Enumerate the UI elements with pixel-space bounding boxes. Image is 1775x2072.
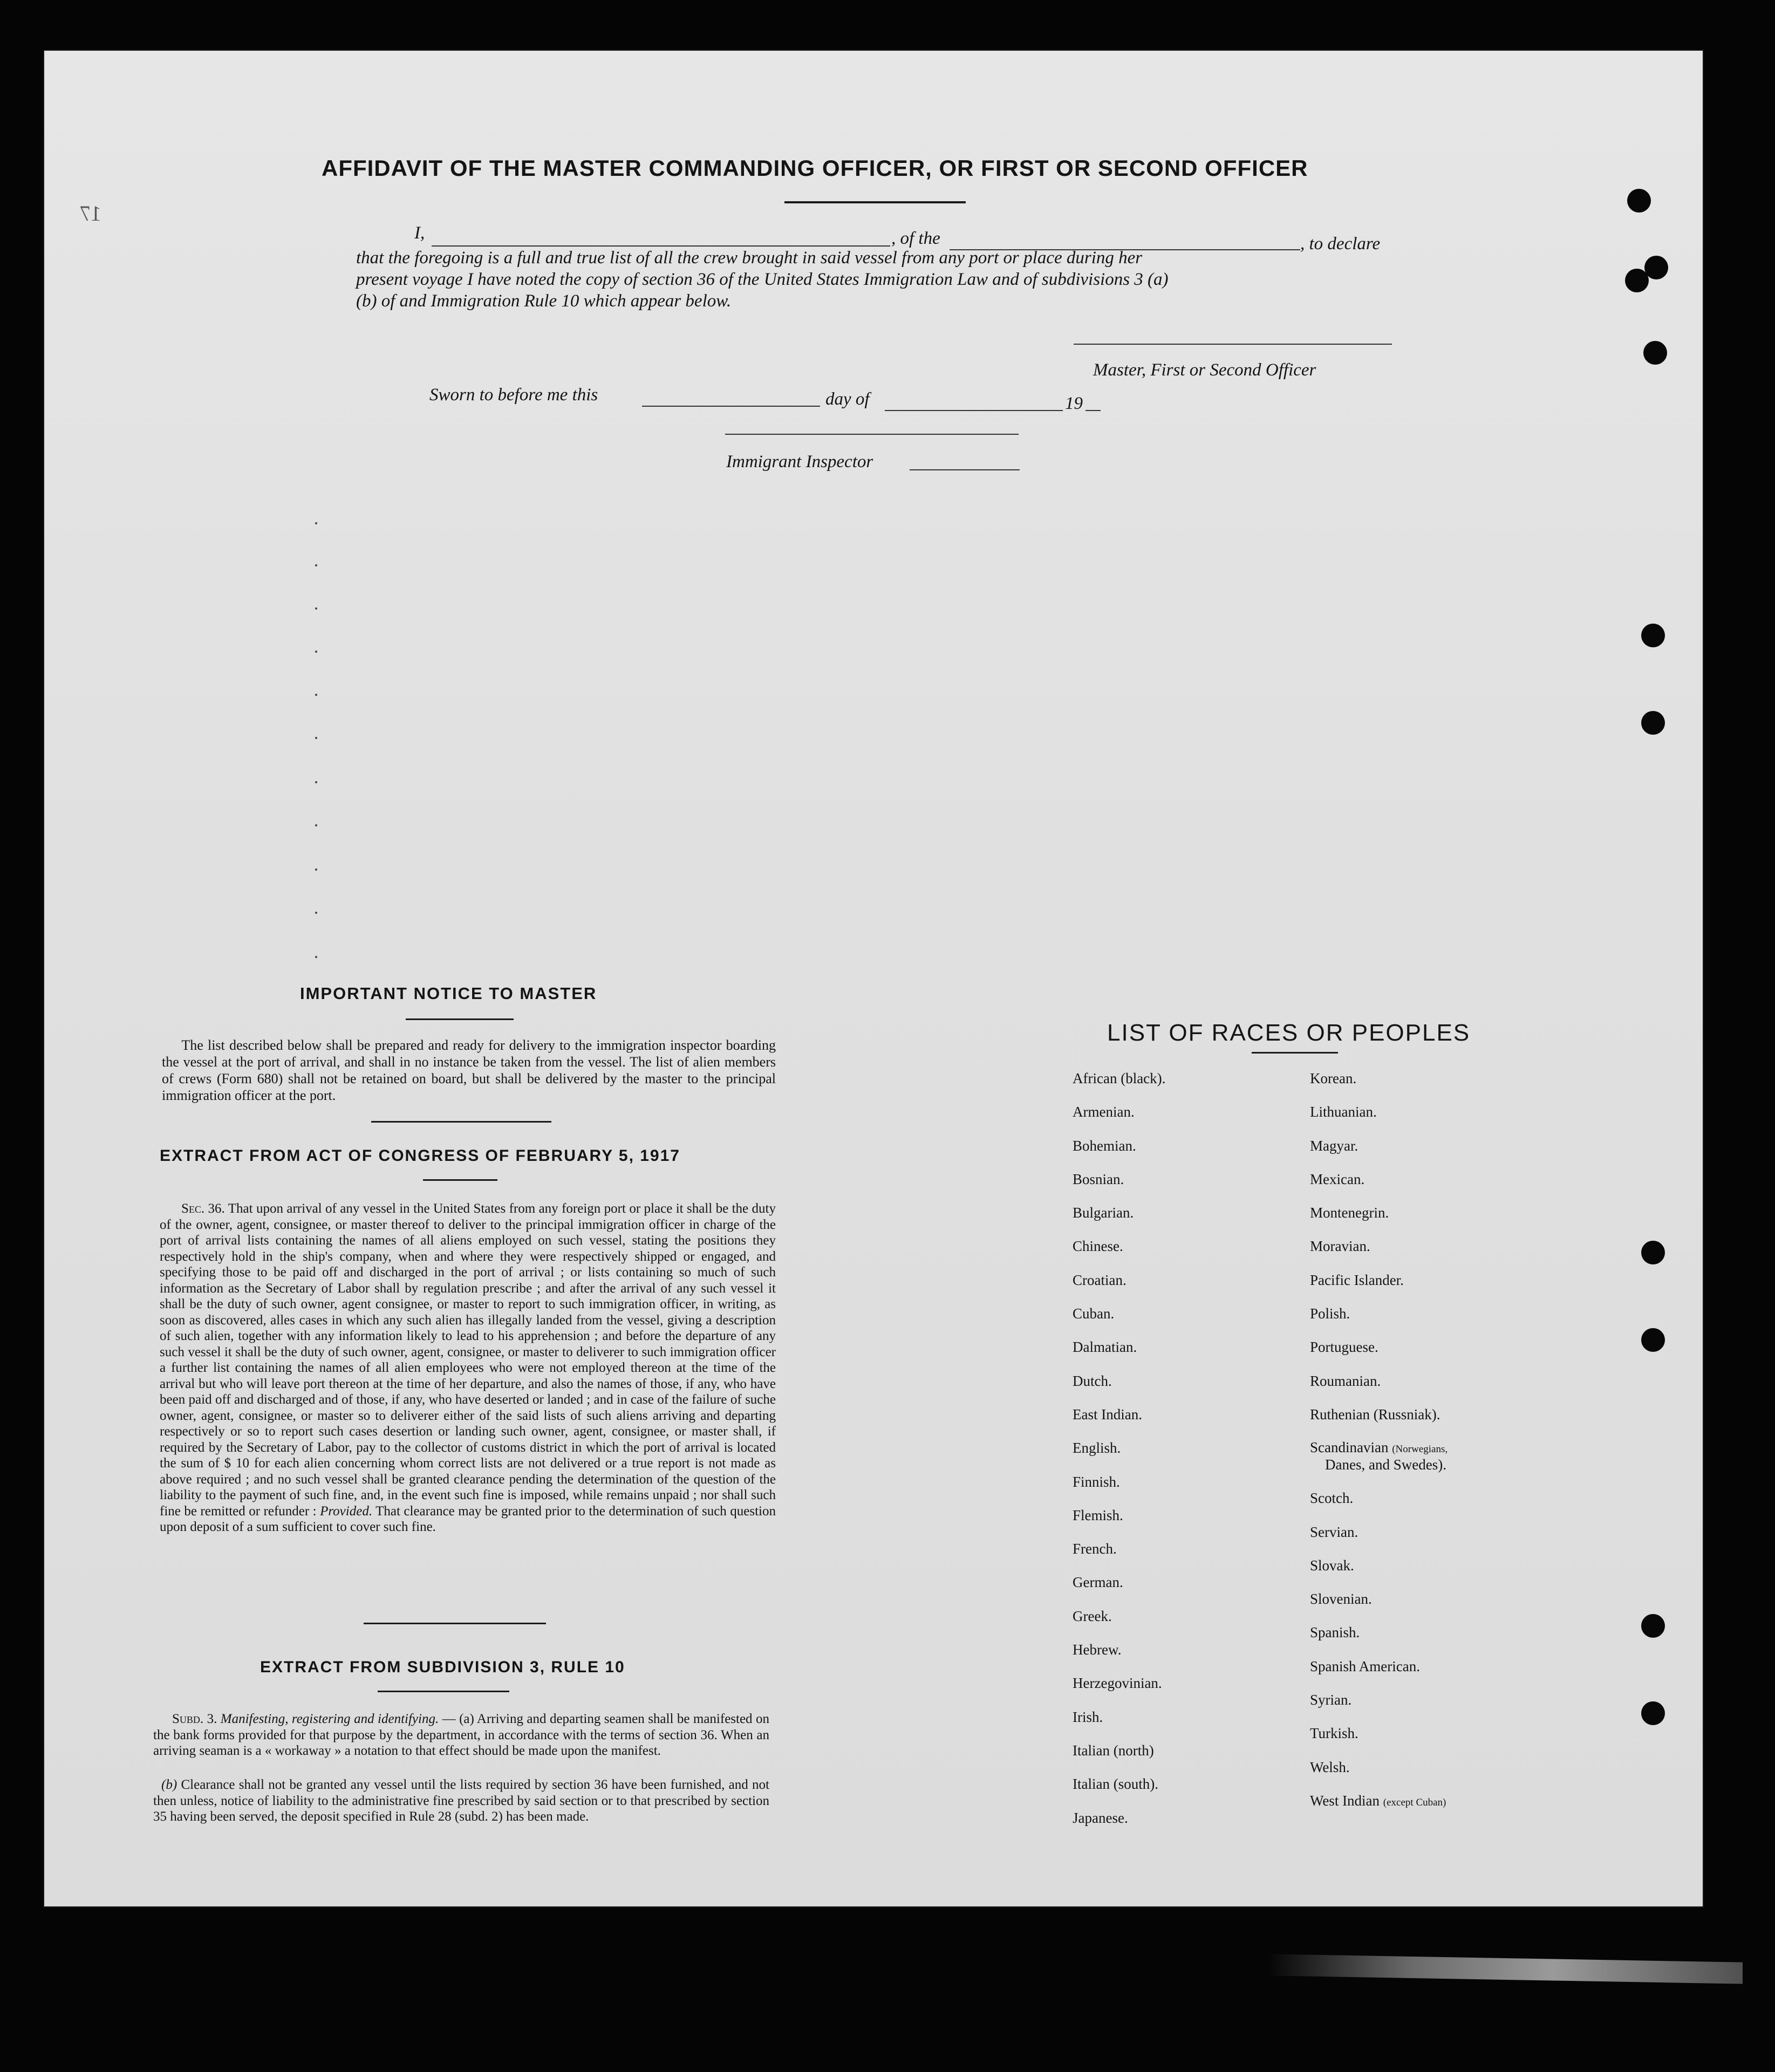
west-indian-label: West Indian [1310, 1792, 1380, 1809]
act-body-end: That clearance may be granted prior to the determination of such question upon deposit of a sum sufficient to cover such fine. [160, 1503, 776, 1534]
race-item: Bulgarian. [1073, 1205, 1134, 1221]
race-item: Polish. [1310, 1305, 1350, 1322]
race-item: African (black). [1073, 1070, 1166, 1086]
inspector-label: Immigrant Inspector [726, 452, 873, 471]
inspector-signature-line [725, 434, 1019, 435]
affidavit-line2: that the foregoing is a full and true list of all the crew brought in said vessel from any port or place during her [356, 248, 1143, 268]
dot-mark [315, 651, 317, 653]
title-underline [784, 201, 966, 203]
punch-hole [1643, 341, 1667, 365]
punch-hole [1641, 1328, 1665, 1352]
punch-hole [1625, 269, 1649, 292]
race-item: Syrian. [1310, 1692, 1352, 1708]
act-divider [364, 1623, 546, 1624]
dot-mark [315, 607, 317, 610]
notice-heading: IMPORTANT NOTICE TO MASTER [300, 984, 597, 1003]
scandinavian-note-2: Danes, and Swedes). [1325, 1456, 1446, 1473]
year-blank [1086, 410, 1101, 411]
race-item: Flemish. [1073, 1507, 1123, 1523]
race-item: Mexican. [1310, 1171, 1365, 1187]
race-item: Montenegrin. [1310, 1205, 1389, 1221]
race-item: Italian (north) [1073, 1742, 1154, 1759]
act-underline [423, 1179, 497, 1181]
race-item: Servian. [1310, 1523, 1358, 1540]
race-item: Italian (south). [1073, 1776, 1158, 1793]
race-item: Spanish American. [1310, 1658, 1420, 1674]
race-item: Herzegovinian. [1073, 1675, 1162, 1692]
act-heading: EXTRACT FROM ACT OF CONGRESS OF FEBRUARY 5, 1917 [160, 1147, 680, 1165]
race-item: East Indian. [1073, 1406, 1142, 1423]
races-underline [1252, 1052, 1338, 1054]
sworn-day-blank [642, 406, 820, 407]
inspector-blank [910, 469, 1020, 470]
affidavit-title: AFFIDAVIT OF THE MASTER COMMANDING OFFICER, OR FIRST OR SECOND OFFICER [322, 155, 1308, 181]
race-item: Irish. [1073, 1708, 1103, 1725]
rule-heading: EXTRACT FROM SUBDIVISION 3, RULE 10 [260, 1658, 625, 1676]
race-item: Pacific Islander. [1310, 1271, 1404, 1288]
race-item-scandinavian [1310, 1440, 1448, 1490]
subd-label: Subd. 3. [172, 1712, 217, 1726]
dot-mark [315, 737, 317, 739]
punch-hole [1641, 711, 1665, 735]
rule-text-a [153, 1711, 769, 1759]
race-item: Moravian. [1310, 1238, 1370, 1255]
notice-text: The list described below shall be prepared and ready for delivery to the immigration inspector boarding the vessel at the port of arrival, and shall in no instance be taken from the vessel. The list of alien members of crews (Form 680) shall not be retained on board, but shall be delivered by the master to the principal immigration officer at the port. [162, 1037, 776, 1103]
race-item: Magyar. [1310, 1137, 1358, 1154]
affidavit-line3: present voyage I have noted the copy of section 36 of the United States Immigration Law and of subdivisions 3 (a) [356, 270, 1169, 289]
sworn-label: Sworn to before me this [429, 385, 598, 405]
punch-hole [1641, 1614, 1665, 1638]
race-item: Ruthenian (Russniak). [1310, 1406, 1441, 1423]
rule-underline [378, 1691, 509, 1692]
provided-label: Provided. [320, 1503, 373, 1519]
punch-hole [1627, 189, 1651, 213]
month-blank [885, 410, 1063, 411]
affidavit-of-the: , of the [891, 229, 940, 248]
race-item: Spanish. [1310, 1624, 1360, 1641]
sec-label: Sec. 36. [181, 1201, 225, 1216]
races-column-1 [1073, 1070, 1165, 1843]
punch-hole [1641, 624, 1665, 647]
race-item: Portuguese. [1310, 1339, 1378, 1356]
race-item: German. [1073, 1574, 1123, 1591]
race-item: Scotch. [1310, 1490, 1354, 1507]
west-indian-note: (except Cuban) [1383, 1796, 1446, 1808]
scandinavian-label: Scandinavian [1310, 1439, 1389, 1456]
race-item: Roumanian. [1310, 1372, 1381, 1389]
race-item: Chinese. [1073, 1238, 1123, 1255]
margin-mark: 17 [80, 201, 101, 225]
race-item: Armenian. [1073, 1104, 1135, 1120]
race-item: Lithuanian. [1310, 1104, 1377, 1120]
dot-mark [315, 781, 317, 783]
races-heading: LIST OF RACES OR PEOPLES [1107, 1020, 1471, 1046]
notice-divider [371, 1121, 551, 1123]
race-item: Korean. [1310, 1070, 1357, 1086]
dot-mark [315, 522, 317, 524]
b-label: (b) [161, 1777, 178, 1792]
day-of-label: day of [825, 389, 870, 409]
subd-body: — (a) Arriving and departing seamen shall be manifested on the bank forms provided for that purpose by the department, in accordance with the terms of section 36. When an arriving seaman is a « workaway » a notation to that effect should be made upon the manifest. [153, 1712, 769, 1758]
dot-mark [315, 564, 317, 566]
dot-mark [315, 956, 317, 958]
race-item: Cuban. [1073, 1305, 1115, 1322]
race-item: Slovak. [1310, 1557, 1354, 1574]
scan-edge-artifact [1268, 1954, 1743, 1984]
notice-underline [406, 1018, 514, 1020]
subd-title: Manifesting, registering and identifying. [220, 1712, 439, 1726]
race-item: Bohemian. [1073, 1137, 1136, 1154]
act-text [160, 1201, 776, 1535]
act-body: That upon arrival of any vessel in the United States from any foreign port or place it shall be the duty of the owner, agent, consignee, or master thereof to deliver to the principal immigration officer in charge of the port of arrival lists containing the names of all aliens employed on such vessel, stating the positions they respectively hold in the ship's company, when and where they were respectively shipped or engaged, and specifying those to be paid off and discharged in the port of arrival ; or lists containing so much of such information as the Secretary of Labor shall by regulation prescribe ; and after the arrival of any such vessel it shall be the duty of such owner, agent consignee, or master to report to such immigration officer, in writing, as soon as discovered, alles cases in which any such alien has illegally landed from the vessel, giving a description of such alien, together with any information likely to lead to his apprehension ; and before the departure of any such vessel it shall be the duty of such owner, agent, consignee, or master to deliverer to such immigration officer a further list containing the names of all alien employees who were not employed thereon at the time of the arrival but who will leave port thereon at the time of her departure, and also the names of those, if any, who have been paid off and discharged and of those, if any, who have deserted or landed ; and in case of the failure of suche owner, agent, consignee, or master so to deliverer either of the said lists of such aliens arriving and departing respectively or so to report such cases desertion or landing such owner, agent, consignee, or master shall, if required by the Secretary of Labor, pay to the collector of customs district in which the port of arrival is located the sum of $ 10 for each alien concerning whom correct lists are not delivered or a true report is not made as above required ; and no such vessel shall be granted clearance pending the determination of the question of the liability to the payment of such fine, and, in the event such fine is imposed, while remains unpaid ; nor shall such fine be remitted or refunder : [160, 1201, 776, 1519]
race-item: Dalmatian. [1073, 1339, 1137, 1356]
race-item: Turkish. [1310, 1725, 1358, 1742]
race-item: Finnish. [1073, 1473, 1120, 1490]
race-item: Welsh. [1310, 1759, 1350, 1775]
document-page [43, 50, 1704, 1907]
affidavit-line4: (b) of and Immigration Rule 10 which appear below. [356, 291, 732, 311]
race-item: English. [1073, 1440, 1121, 1456]
race-item: Bosnian. [1073, 1171, 1124, 1187]
dot-mark [315, 824, 317, 826]
affidavit-declare: , to declare [1300, 234, 1381, 254]
race-item: Dutch. [1073, 1372, 1112, 1389]
race-item-west-indian [1310, 1793, 1448, 1826]
race-item: Croatian. [1073, 1271, 1127, 1288]
dot-mark [315, 694, 317, 696]
signature-line [1074, 344, 1392, 345]
race-item: Hebrew. [1073, 1642, 1122, 1658]
b-body: Clearance shall not be granted any vessel until the lists required by section 36 have been furnished, and not then unless, notice of liability to the administrative fine prescribed by said section or to that prescribed by section 35 having been served, the deposit specified in Rule 28 (subd. 2) has been made. [153, 1777, 770, 1824]
rule-text-b [153, 1777, 769, 1825]
race-item: Greek. [1073, 1608, 1112, 1624]
scandinavian-note: (Norwegians, [1392, 1444, 1448, 1455]
races-column-2 [1310, 1070, 1448, 1826]
dot-mark [315, 869, 317, 871]
race-item: Slovenian. [1310, 1591, 1372, 1608]
punch-hole [1641, 1241, 1665, 1264]
affidavit-i: I, [414, 223, 425, 243]
race-item: French. [1073, 1541, 1117, 1557]
year-label: 19 [1065, 394, 1083, 413]
race-item: Japanese. [1073, 1809, 1128, 1826]
name-blank [432, 245, 890, 247]
dot-mark [315, 912, 317, 914]
master-label: Master, First or Second Officer [1093, 360, 1316, 380]
punch-hole [1641, 1701, 1665, 1725]
